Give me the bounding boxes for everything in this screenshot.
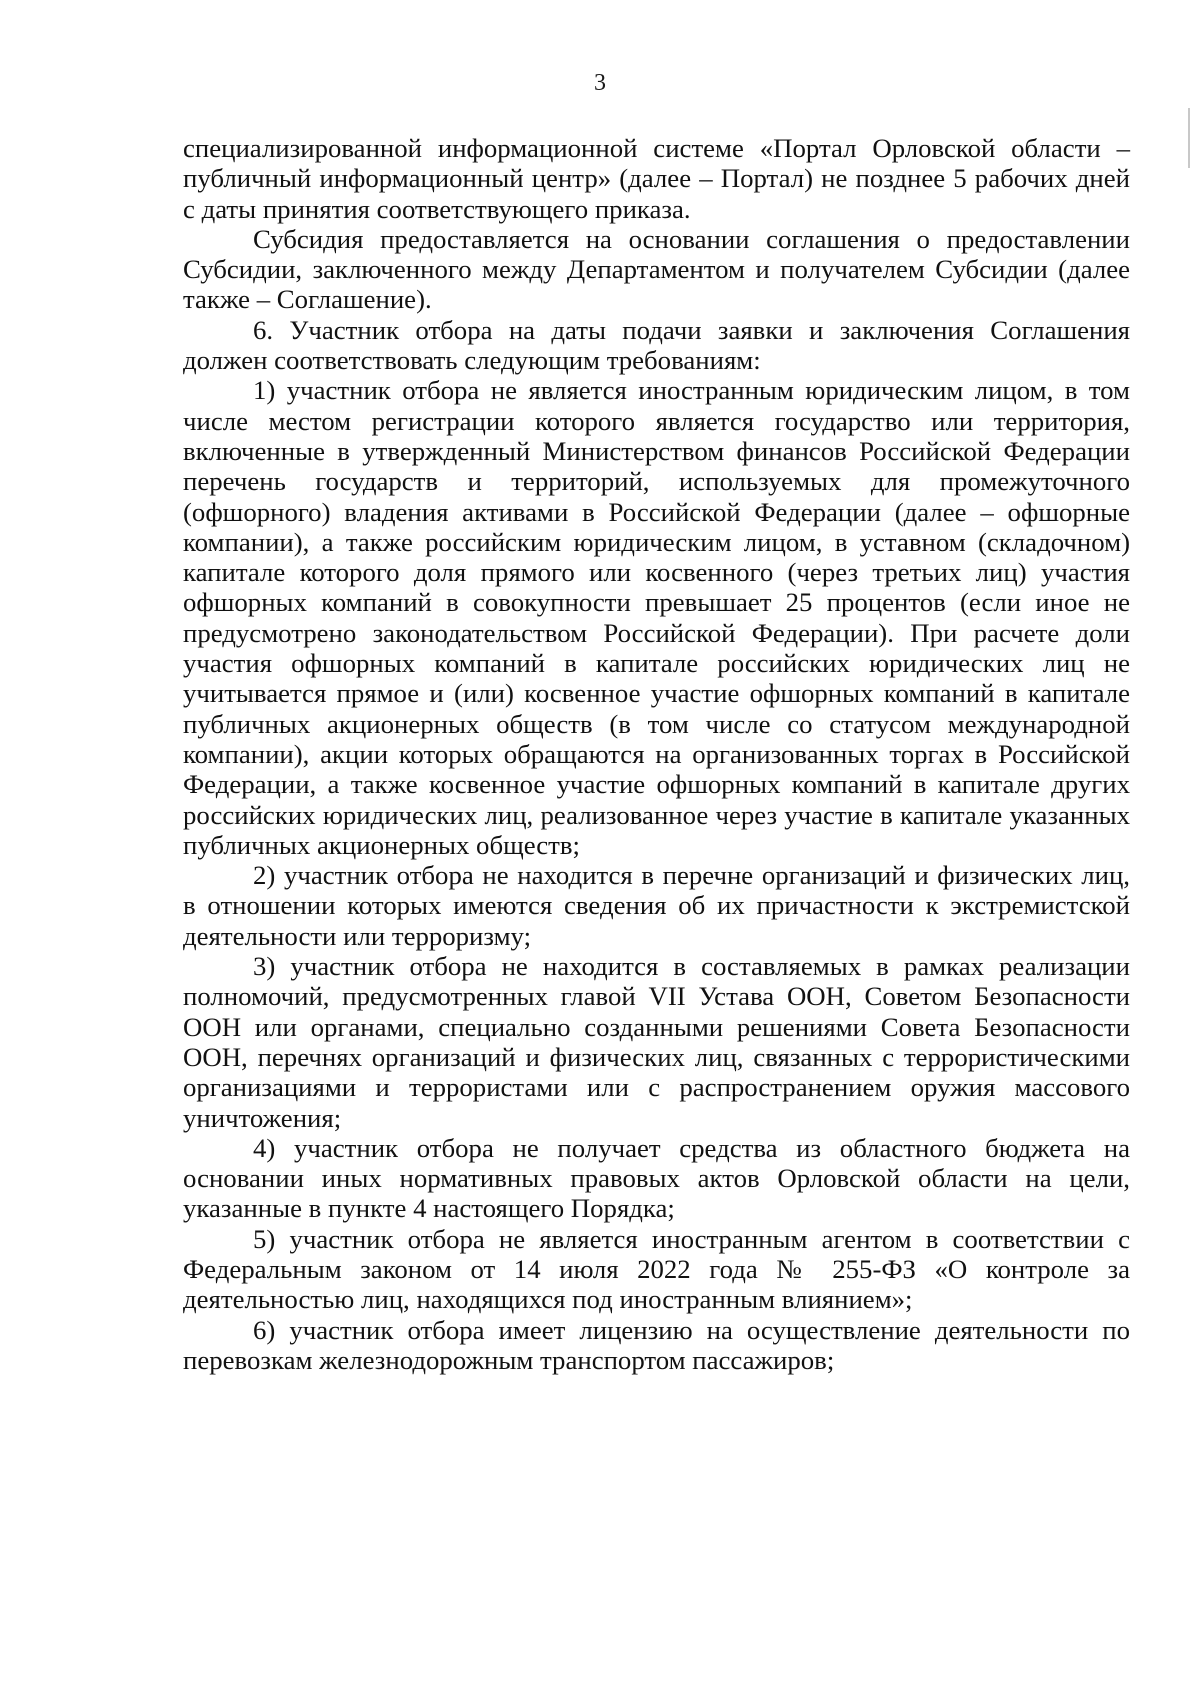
document-body <box>183 133 1130 1375</box>
scan-artifact <box>1188 108 1190 168</box>
requirement-item-2: 2) участник отбора не находится в перечне организаций и физических лиц, в отношении которых имеются сведения об их причастности к экстремистской деятельности или терроризму; <box>183 860 1130 951</box>
requirement-item-4: 4) участник отбора не получает средства из областного бюджета на основании иных нормативных правовых актов Орловской области на цели, указанные в пункте 4 настоящего Порядка; <box>183 1132 1130 1224</box>
requirement-item-1: 1) участник отбора не является иностранным юридическим лицом, в том числе местом регистрации которого является государство или территория, включенные в утвержденный Министерством финансов Российской Федерации перечень государств и территорий, используемых для промежуточного (офшорного) владения активами в Российской Федерации (далее – офшорные компании), а также российским юридическим лицом, в уставном (складочном) капитале которого доля прямого или косвенного (через третьих лиц) участия офшорных компаний в совокупности превышает 25 процентов (если иное не предусмотрено законодательством Российской Федерации). При расчете доли участия офшорных компаний в капитале российских юридических лиц не учитывается прямое и (или) косвенное участие офшорных компаний в капитале публичных акционерных обществ (в том числе со статусом международной компании), акции которых обращаются на организованных торгах в Российской Федерации, а также косвенное участие офшорных компаний в капитале других российских юридических лиц, реализованное через участие в капитале указанных публичных акционерных обществ; <box>183 375 1130 860</box>
requirement-item-6: 6) участник отбора имеет лицензию на осуществление деятельности по перевозкам железнодорожным транспортом пассажиров; <box>183 1314 1130 1375</box>
page-number: 3 <box>594 70 606 96</box>
paragraph-subsidy-agreement: Субсидия предоставляется на основании соглашения о предоставлении Субсидии, заключенного между Департаментом и получателем Субсидии (далее также – Соглашение). <box>183 223 1130 315</box>
requirement-item-5: 5) участник отбора не является иностранным агентом в соответствии с Федеральным законом от 14 июля 2022 года № 255-ФЗ «О контроле за деятельностью лиц, находящихся под иностранным влиянием»; <box>183 1223 1130 1315</box>
paragraph-portal-continuation: специализированной информационной системе «Портал Орловской области – публичный информационный центр» (далее – Портал) не позднее 5 рабочих дней с даты принятия соответствующего приказа. <box>183 133 1130 224</box>
paragraph-section-6-intro: 6. Участник отбора на даты подачи заявки и заключения Соглашения должен соответствовать следующим требованиям: <box>183 314 1130 376</box>
requirement-item-3: 3) участник отбора не находится в составляемых в рамках реализации полномочий, предусмотренных главой VII Устава ООН, Советом Безопасности ООН или органами, специально созданными решениями Совета Безопасности ООН, перечнях организаций и физических лиц, связанных с террористическими организациями и террористами или с распространением оружия массового уничтожения; <box>183 951 1130 1133</box>
